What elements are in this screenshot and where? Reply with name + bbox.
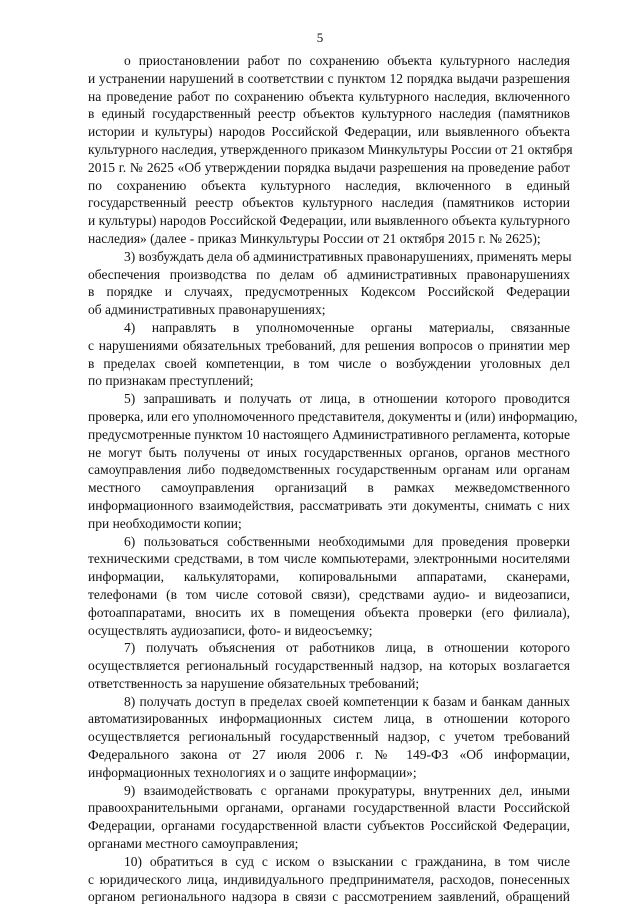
text-line: и культуры) народов Российской Федерации, или выявленного объекта культурного	[88, 213, 570, 229]
text-line: органом регионального надзора в связи с рассмотрением заявлений, обращений	[88, 889, 570, 905]
text-line: местного самоуправления организаций в рамках межведомственного	[88, 480, 570, 496]
text-line: Федерального закона от 27 июля 2006 г. № 149-ФЗ «Об информации,	[88, 747, 570, 763]
text-line: 4) направлять в уполномоченные органы материалы, связанные	[124, 319, 570, 335]
document-body	[88, 52, 578, 906]
text-line: информационных технологиях и о защите информации»;	[88, 764, 417, 780]
text-line: не могут быть получены от иных государственных органов, органов местного	[88, 444, 570, 460]
paragraph	[88, 390, 578, 532]
text-line: в порядке и случаях, предусмотренных Кодексом Российской Федерации	[88, 284, 570, 300]
text-line: 9) взаимодействовать с органами прокуратуры, внутренних дел, иными	[124, 782, 570, 798]
text-line: осуществляется региональный государственный надзор, с учетом требований	[88, 729, 570, 745]
text-line: в единый государственный реестр объектов культурного наследия (памятников	[88, 106, 570, 122]
text-line: ответственность за нарушение обязательных требований;	[88, 675, 420, 691]
text-line: и устранении нарушений в соответствии с пунктом 12 порядка выдачи разрешения	[88, 70, 570, 86]
text-line: 10) обратиться в суд с иском о взыскании с гражданина, в том числе	[124, 853, 570, 869]
text-line: 5) запрашивать и получать от лица, в отношении которого проводится	[124, 391, 570, 407]
paragraph	[88, 853, 570, 906]
text-line: правоохранительными органами, органами государственной власти Российской	[88, 800, 570, 816]
text-line: информации, калькуляторами, копировальными аппаратами, сканерами,	[88, 569, 570, 585]
text-line: 7) получать объяснения от работников лица, в отношении которого	[124, 640, 570, 656]
text-line: предусмотренные пунктом 10 настоящего Административного регламента, которые	[88, 426, 570, 442]
text-line: по признакам преступлений;	[88, 373, 254, 389]
paragraph	[88, 639, 570, 692]
text-line: информационного взаимодействия, рассматривать эти документы, снимать с них	[88, 497, 570, 513]
text-line: телефонами (в том числе сотовой связи), средствами аудио- и видеозаписи,	[88, 586, 570, 602]
text-line: по сохранению объекта культурного наследия, включенного в единый	[88, 177, 570, 193]
text-line: культурного наследия, утвержденного приказом Минкультуры России от 21 октября	[88, 141, 573, 157]
text-line: техническими средствами, в том числе компьютерами, электронными носителями	[88, 551, 570, 567]
text-line: наследия» (далее - приказ Минкультуры России от 21 октября 2015 г. № 2625);	[88, 230, 541, 246]
paragraph	[88, 248, 570, 319]
text-line: 6) пользоваться собственными необходимыми для проведения проверки	[124, 533, 570, 549]
text-line: обеспечения производства по делам об административных правонарушениях	[88, 266, 570, 282]
text-line: на проведение работ по сохранению объекта культурного наследия, включенного	[88, 88, 570, 104]
text-line: истории и культуры) народов Российской Федерации, или выявленного объекта	[88, 124, 570, 140]
text-line: 3) возбуждать дела об административных правонарушениях, применять меры	[124, 248, 572, 264]
text-line: фотоаппаратами, вносить их в помещения объекта проверки (его филиала),	[88, 604, 570, 620]
text-line: самоуправления либо подведомственных государственным органам или органам	[88, 462, 570, 478]
paragraph	[88, 782, 570, 853]
text-line: органами местного самоуправления;	[88, 836, 299, 852]
text-line: с нарушениями обязательных требований, для решения вопросов о принятии мер	[88, 337, 570, 353]
text-line: с юридического лица, индивидуального предпринимателя, расходов, понесенных	[88, 871, 570, 887]
text-line: об административных правонарушениях;	[88, 302, 326, 318]
text-line: Федерации, органами государственной власти субъектов Российской Федерации,	[88, 818, 570, 834]
text-line: 2015 г. № 2625 «Об утверждении порядка выдачи разрешения на проведение работ	[88, 159, 570, 175]
text-line: при необходимости копии;	[88, 515, 242, 531]
text-line: осуществляется региональный государственный надзор, на которых возлагается	[88, 658, 570, 674]
page-number: 5	[316, 30, 324, 45]
text-line: проверка, или его уполномоченного представителя, документы и (или) информацию,	[88, 408, 578, 424]
text-line: автоматизированных информационных систем лица, в отношении которого	[88, 711, 570, 727]
text-line: в пределах своей компетенции, в том числе о возбуждении уголовных дел	[88, 355, 570, 371]
text-line: о приостановлении работ по сохранению объекта культурного наследия	[124, 53, 570, 68]
text-line: государственный реестр объектов культурного наследия (памятников истории	[88, 195, 570, 211]
paragraph	[88, 533, 570, 640]
paragraph	[88, 693, 570, 782]
text-line: осуществлять аудиозаписи, фото- и видеосъемку;	[88, 622, 373, 638]
paragraph	[88, 319, 570, 390]
paragraph	[88, 52, 573, 248]
text-line: 8) получать доступ в пределах своей компетенции к базам и банкам данных	[124, 693, 570, 709]
